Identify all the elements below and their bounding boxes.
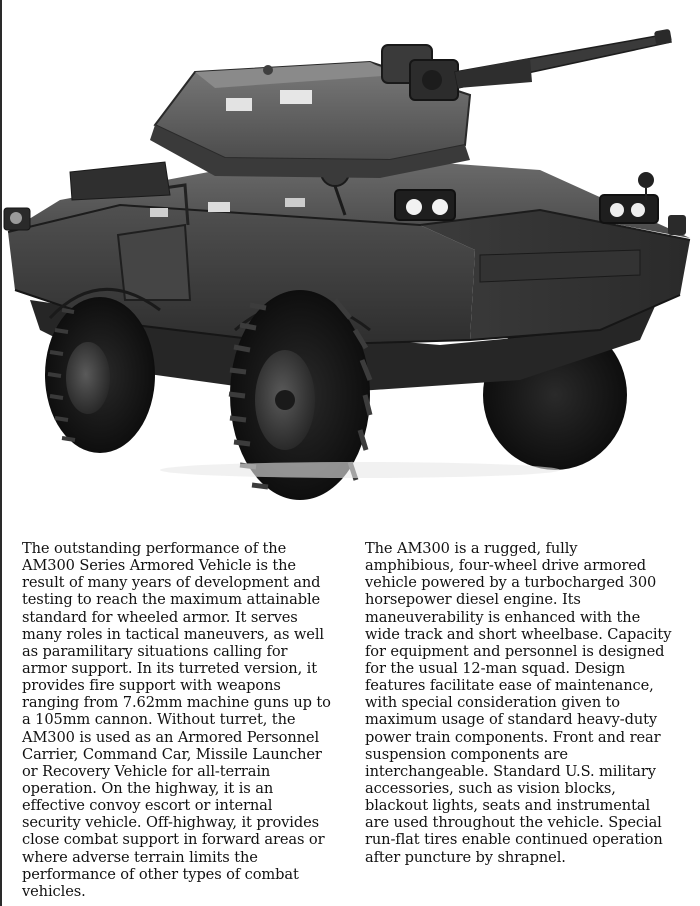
paragraph-line: The outstanding performance of the	[22, 540, 287, 557]
vehicle-turret	[150, 29, 672, 178]
paragraph-line: horsepower diesel engine. Its	[365, 591, 581, 609]
paragraph-line: power train components. Front and rear	[365, 728, 661, 746]
paragraph-line: AM300 Series Armored Vehicle is the	[22, 557, 296, 575]
rear-left-wheel	[45, 297, 155, 453]
paragraph-line: security vehicle. Off-highway, it provides	[22, 814, 320, 832]
paragraph-line: Carrier, Command Car, Missile Launcher	[22, 745, 322, 763]
paragraph-line: performance of other types of combat	[22, 865, 299, 883]
paragraph-line: standard for wheeled armor. It serves	[22, 608, 298, 626]
paragraph-line: suspension components are	[365, 745, 568, 763]
paragraph-line: accessories, such as vision blocks,	[365, 779, 616, 797]
paragraph-line: vehicle powered by a turbocharged 300	[365, 574, 657, 592]
paragraph-line: for equipment and personnel is designed	[365, 642, 665, 660]
paragraph-line: many roles in tactical maneuvers, as well	[22, 625, 324, 643]
paragraph-line: with special consideration given to	[365, 694, 620, 712]
paragraph-line: result of many years of development and	[22, 574, 321, 592]
paragraph-line: a 105mm cannon. Without turret, the	[22, 711, 296, 729]
paragraph-line: The AM300 is a rugged, fully	[365, 540, 578, 557]
paragraph-line: for the usual 12-man squad. Design	[365, 659, 626, 677]
paragraph-line: vehicles.	[22, 882, 86, 900]
paragraph-line: run-flat tires enable continued operation	[365, 831, 663, 849]
paragraph-line: as paramilitary situations calling for	[22, 642, 288, 660]
paragraph-line: ranging from 7.62mm machine guns up to	[22, 694, 331, 712]
right-text-column	[365, 540, 700, 866]
paragraph-line: maximum usage of standard heavy-duty	[365, 711, 658, 729]
paragraph-line: interchangeable. Standard U.S. military	[365, 762, 656, 780]
paragraph-line: features facilitate ease of maintenance,	[365, 677, 654, 695]
paragraph-line: after puncture by shrapnel.	[365, 848, 566, 866]
paragraph-line: amphibious, four-wheel drive armored	[365, 557, 647, 575]
paragraph-line: AM300 is used as an Armored Personnel	[22, 728, 320, 746]
left-text-column	[22, 540, 360, 900]
paragraph-line: effective convoy escort or internal	[22, 797, 273, 815]
paragraph-line: where adverse terrain limits the	[22, 848, 258, 866]
paragraph-line: testing to reach the maximum attainable	[22, 591, 321, 609]
paragraph-line: maneuverability is enhanced with the	[365, 608, 641, 626]
paragraph-line: blackout lights, seats and instrumental	[365, 797, 651, 815]
paragraph-line: armor support. In its turreted version, it	[22, 659, 318, 677]
paragraph-line: wide track and short wheelbase. Capacity	[365, 625, 672, 643]
paragraph-line: provides fire support with weapons	[22, 677, 281, 695]
paragraph-line: close combat support in forward areas or	[22, 831, 325, 849]
paragraph-line: or Recovery Vehicle for all-terrain	[22, 762, 271, 780]
paragraph-line: are used throughout the vehicle. Special	[365, 814, 662, 832]
paragraph-line: operation. On the highway, it is an	[22, 779, 274, 797]
